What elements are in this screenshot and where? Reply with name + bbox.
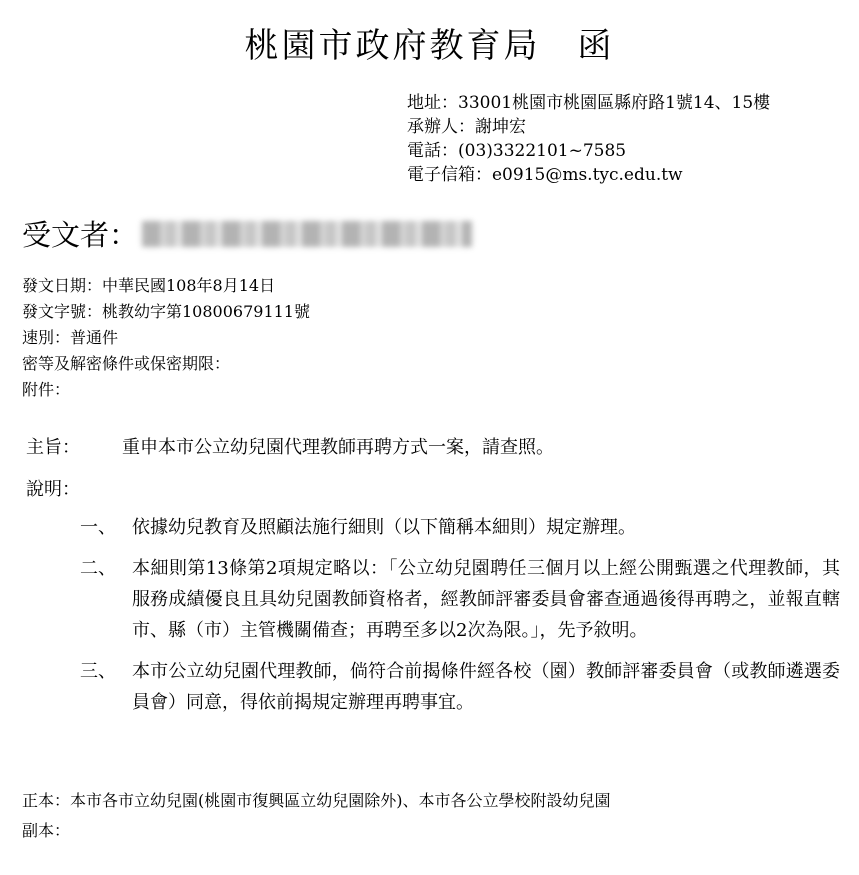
redacted-recipient bbox=[142, 221, 472, 247]
item-number: 一、 bbox=[80, 517, 116, 538]
explanation-item bbox=[80, 656, 840, 718]
delivery-speed: 速別：普通件 bbox=[22, 328, 119, 347]
document-meta bbox=[22, 273, 310, 403]
explanation-list bbox=[80, 512, 840, 728]
subject-label: 主旨： bbox=[26, 437, 80, 458]
recipient-label: 受文者： bbox=[22, 218, 139, 252]
main-recipients: 正本：本市各市立幼兒園(桃園市復興區立幼兒園除外)、本市各公立學校附設幼兒園 bbox=[22, 791, 611, 810]
subject bbox=[26, 433, 554, 459]
cc-recipients: 副本： bbox=[22, 821, 71, 840]
item-number: 三、 bbox=[80, 661, 116, 682]
explanation-item bbox=[80, 512, 840, 543]
attachment: 附件： bbox=[22, 380, 71, 399]
explanation-item bbox=[80, 553, 840, 646]
subject-text: 重申本市公立幼兒園代理教師再聘方式一案，請查照。 bbox=[122, 437, 554, 458]
item-text: 本市公立幼兒園代理教師，倘符合前揭條件經各校（園）教師評審委員會（或教師遴選委員會）同意，得依前揭規定辦理再聘事宜。 bbox=[132, 661, 840, 713]
distribution bbox=[22, 786, 611, 846]
address-line: 地址：33001桃園市桃園區縣府路1號14、15樓 bbox=[407, 93, 771, 113]
document-number: 發文字號：桃教幼字第10800679111號 bbox=[22, 302, 310, 321]
confidentiality: 密等及解密條件或保密期限： bbox=[22, 354, 231, 373]
handler-line: 承辦人：謝坤宏 bbox=[407, 117, 526, 137]
issue-date: 發文日期：中華民國108年8月14日 bbox=[22, 276, 276, 295]
email-line: 電子信箱：e0915@ms.tyc.edu.tw bbox=[407, 165, 683, 185]
document-title: 桃園市政府教育局 函 bbox=[244, 26, 615, 66]
item-text: 依據幼兒教育及照顧法施行細則（以下簡稱本細則）規定辦理。 bbox=[132, 517, 636, 538]
phone-line: 電話：(03)3322101~7585 bbox=[407, 141, 627, 161]
recipient bbox=[22, 213, 472, 254]
item-number: 二、 bbox=[80, 558, 116, 579]
explanation-label: 說明： bbox=[26, 479, 80, 500]
contact-info bbox=[407, 91, 770, 187]
item-text: 本細則第13條第2項規定略以：「公立幼兒園聘任三個月以上經公開甄選之代理教師，其服務成績優良且具幼兒園教師資格者，經教師評審委員會審查通過後得再聘之，並報直轄市、縣（市）主管機關備查；再聘至多以2次為限。」，先予敘明。 bbox=[132, 558, 840, 641]
